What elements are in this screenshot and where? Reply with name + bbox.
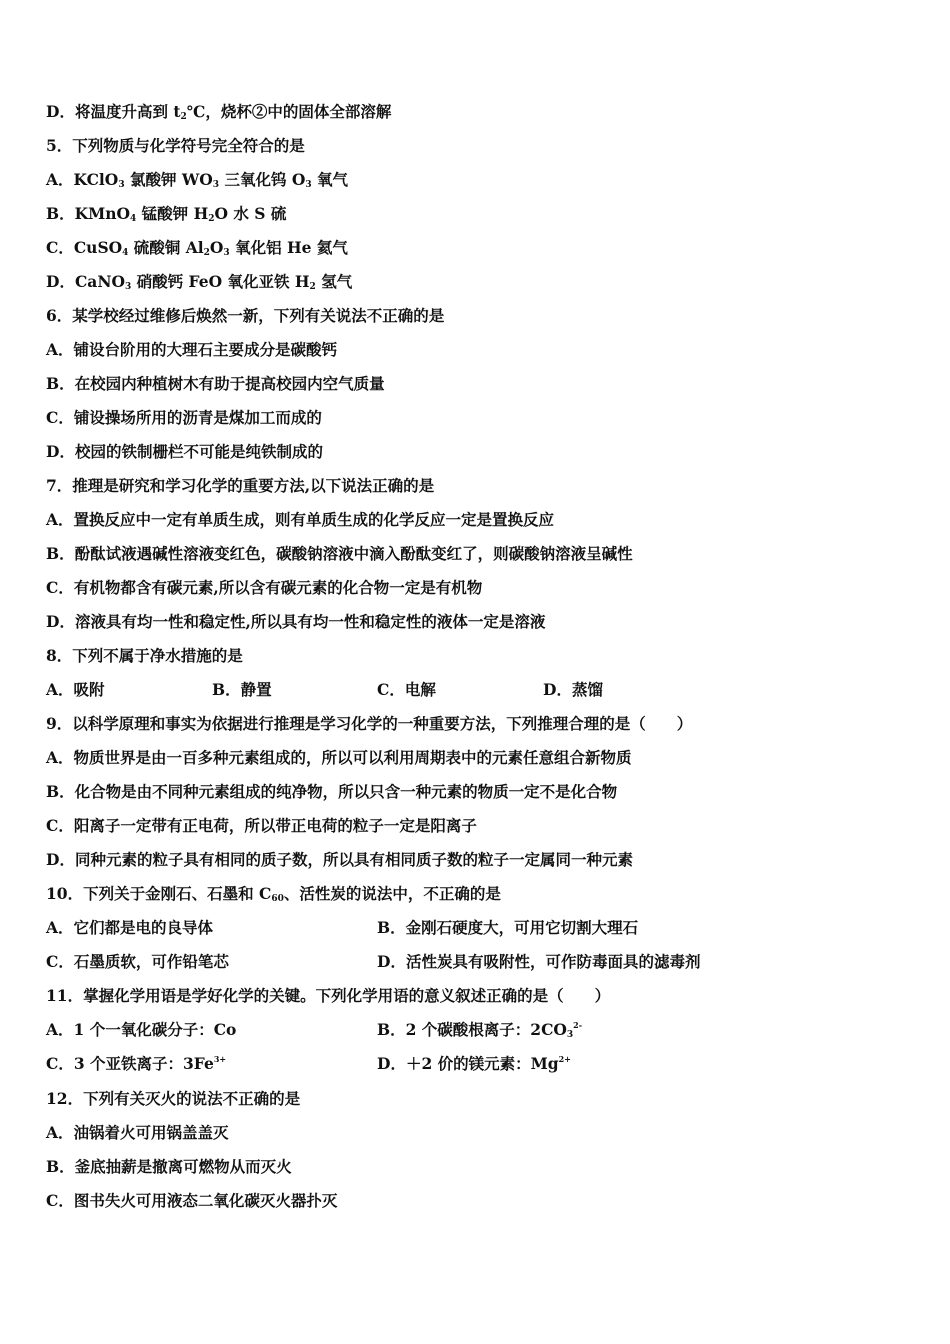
option-8b: B．静置: [212, 680, 272, 699]
option-7b: B．酚酞试液遇碱性溶液变红色，碳酸钠溶液中滴入酚酞变红了，则碳酸钠溶液呈碱性: [46, 544, 633, 563]
option-8a: A．吸附: [46, 680, 105, 699]
question-7: 7．推理是研究和学习化学的重要方法,以下说法正确的是: [46, 476, 435, 495]
option-10b: B．金刚石硬度大，可用它切割大理石: [377, 918, 639, 937]
option-9a: A．物质世界是由一百多种元素组成的，所以可以利用周期表中的元素任意组合新物质: [46, 748, 632, 767]
option-8d: D．蒸馏: [543, 680, 603, 699]
option-7d: D．溶液具有均一性和稳定性,所以具有均一性和稳定性的液体一定是溶液: [46, 612, 546, 631]
question-9: 9．以科学原理和事实为依据进行推理是学习化学的一种重要方法，下列推理合理的是（ ）: [46, 714, 693, 733]
option-11c: C．3 个亚铁离子：$3Fe^{3+}$: [46, 1054, 227, 1073]
option-11b: B．2 个碳酸根离子：$2CO_3^{2-}$: [377, 1020, 583, 1040]
option-6d: D．校园的铁制栅栏不可能是纯铁制成的: [46, 442, 323, 461]
question-11: 11．掌握化学用语是学好化学的关键。下列化学用语的意义叙述正确的是（ ）: [46, 986, 611, 1005]
option-12b: B．釜底抽薪是撤离可燃物从而灭火: [46, 1157, 292, 1176]
option-5b: B．KMnO$_4$ 锰酸钾 $H_2O$ 水 S 硫: [46, 204, 287, 224]
option-5d: D．CaNO$_3$ 硝酸钙 FeO 氧化亚铁 $H_2$ 氢气: [46, 272, 353, 292]
question-10: 10．下列关于金刚石、石墨和 $C_{60}$、活性炭的说法中，不正确的是: [46, 884, 501, 904]
option-6a: A．铺设台阶用的大理石主要成分是碳酸钙: [46, 340, 338, 359]
option-9b: B．化合物是由不同种元素组成的纯净物，所以只含一种元素的物质一定不是化合物: [46, 782, 618, 801]
option-4d: D．将温度升高到 $t_2℃$，烧杯②中的固体全部溶解: [46, 102, 392, 122]
option-5a: A．KClO$_3$ 氯酸钾 $WO_3$ 三氧化钨 $O_3$ 氧气: [46, 170, 349, 190]
option-9c: C．阳离子一定带有正电荷，所以带正电荷的粒子一定是阳离子: [46, 816, 477, 835]
option-10a: A．它们都是电的良导体: [46, 918, 214, 937]
question-8: 8．下列不属于净水措施的是: [46, 646, 243, 665]
option-11d: D．＋2 价的镁元素：$Mg^{2+}$: [377, 1054, 571, 1073]
question-12: 12．下列有关灭火的说法不正确的是: [46, 1089, 301, 1108]
option-12c: C．图书失火可用液态二氧化碳灭火器扑灭: [46, 1191, 338, 1210]
question-6: 6．某学校经过维修后焕然一新，下列有关说法不正确的是: [46, 306, 445, 325]
option-6b: B．在校园内种植树木有助于提高校园内空气质量: [46, 374, 385, 393]
option-6c: C．铺设操场所用的沥青是煤加工而成的: [46, 408, 322, 427]
option-9d: D．同种元素的粒子具有相同的质子数，所以具有相同质子数的粒子一定属同一种元素: [46, 850, 633, 869]
option-10d: D．活性炭具有吸附性，可作防毒面具的滤毒剂: [377, 952, 701, 971]
option-10c: C．石墨质软，可作铅笔芯: [46, 952, 229, 971]
option-8c: C．电解: [377, 680, 436, 699]
option-7c: C．有机物都含有碳元素,所以含有碳元素的化合物一定是有机物: [46, 578, 483, 597]
option-12a: A．油锅着火可用锅盖盖灭: [46, 1123, 229, 1142]
option-7a: A．置换反应中一定有单质生成，则有单质生成的化学反应一定是置换反应: [46, 510, 555, 529]
option-5c: C．CuSO$_4$ 硫酸铜 $Al_2O_3$ 氧化铝 He 氦气: [46, 238, 348, 258]
question-5: 5．下列物质与化学符号完全符合的是: [46, 136, 305, 155]
option-11a: A．1 个一氧化碳分子：Co: [46, 1020, 237, 1039]
